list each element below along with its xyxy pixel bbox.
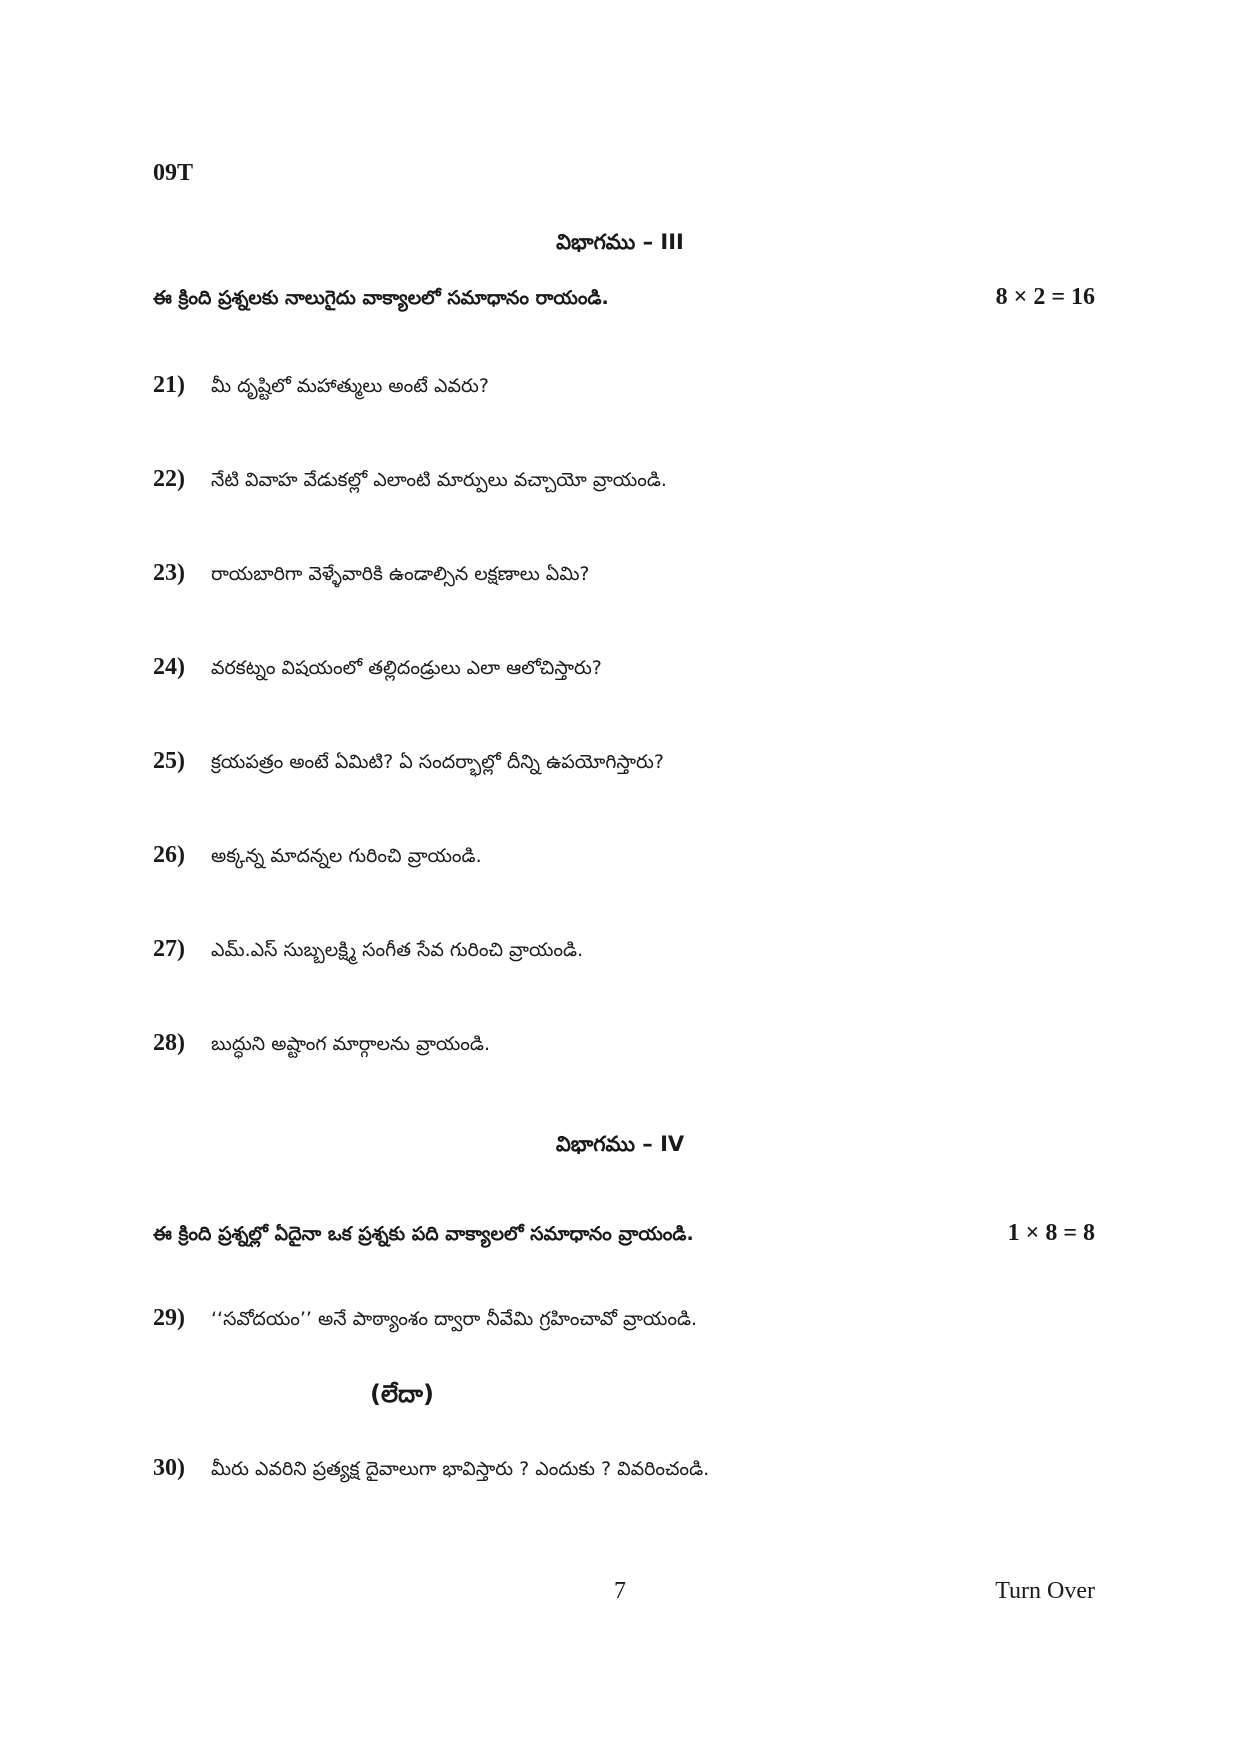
turn-over-label: Turn Over: [995, 1578, 1095, 1604]
page-number: 7: [614, 1578, 626, 1604]
question-number: 26): [153, 842, 185, 868]
question-text: మీ దృష్టిలో మహాత్ములు అంటే ఎవరు?: [211, 375, 489, 397]
question-text: నేటి వివాహ వేడుకల్లో ఎలాంటి మార్పులు వచ్చాయో వ్రాయండి.: [211, 469, 667, 491]
question-text: ‘‘సవోదయం’’ అనే పాఠ్యాంశం ద్వారా నీవేమి గ్రహించావో వ్రాయండి.: [211, 1308, 698, 1330]
paper-code: 09T: [153, 160, 194, 186]
question-number: 29): [153, 1305, 185, 1331]
question-text: మీరు ఎవరిని ప్రత్యక్ష దైవాలుగా భావిస్తారు ? ఎందుకు ? వివరించండి.: [211, 1458, 710, 1480]
question-number: 25): [153, 748, 185, 774]
question-text: క్రయపత్రం అంటే ఏమిటి? ఏ సందర్భాల్లో దీన్ని ఉపయోగిస్తారు?: [211, 751, 664, 773]
question-number: 22): [153, 466, 185, 492]
question-22: [153, 466, 1093, 496]
question-text: అక్కన్న మాదన్నల గురించి వ్రాయండి.: [211, 845, 482, 867]
question-28: [153, 1030, 1093, 1060]
question-27: [153, 936, 1093, 966]
section-4-title: విభాగము – IV: [555, 1132, 685, 1156]
question-23: [153, 560, 1093, 590]
section-4-marks: 1 × 8 = 8: [1007, 1220, 1095, 1246]
question-24: [153, 654, 1093, 684]
question-text: బుద్ధుని అష్టాంగ మార్గాలను వ్రాయండి.: [211, 1033, 491, 1055]
question-text: వరకట్నం విషయంలో తల్లిదండ్రులు ఎలా ఆలోచిస్తారు?: [211, 657, 602, 679]
section-4-instruction: ఈ క్రింది ప్రశ్నల్లో ఏదైనా ఒక ప్రశ్నకు పది వాక్యాలలో సమాధానం వ్రాయండి.: [153, 1223, 694, 1245]
question-text: ఎమ్.ఎస్ సుబ్బలక్ష్మి సంగీత సేవ గురించి వ్రాయండి.: [211, 939, 584, 961]
question-number: 24): [153, 654, 185, 680]
question-number: 30): [153, 1455, 185, 1481]
question-30: [153, 1455, 1093, 1485]
section-3-instruction-row: [153, 284, 1095, 314]
or-label: (లేదా): [370, 1380, 434, 1408]
question-26: [153, 842, 1093, 872]
question-number: 28): [153, 1030, 185, 1056]
section-4-instruction-row: [153, 1220, 1095, 1250]
question-25: [153, 748, 1093, 778]
question-number: 27): [153, 936, 185, 962]
section-3-instruction: ఈ క్రింది ప్రశ్నలకు నాలుగైదు వాక్యాలలో సమాధానం రాయండి.: [153, 287, 609, 309]
section-3-marks: 8 × 2 = 16: [995, 284, 1095, 310]
question-number: 21): [153, 372, 185, 398]
question-number: 23): [153, 560, 185, 586]
section-3-title: విభాగము – III: [556, 230, 684, 254]
question-text: రాయబారిగా వెళ్ళేవారికి ఉండాల్సిన లక్షణాలు ఏమి?: [211, 563, 590, 585]
question-21: [153, 372, 1093, 402]
question-29: [153, 1305, 1093, 1335]
